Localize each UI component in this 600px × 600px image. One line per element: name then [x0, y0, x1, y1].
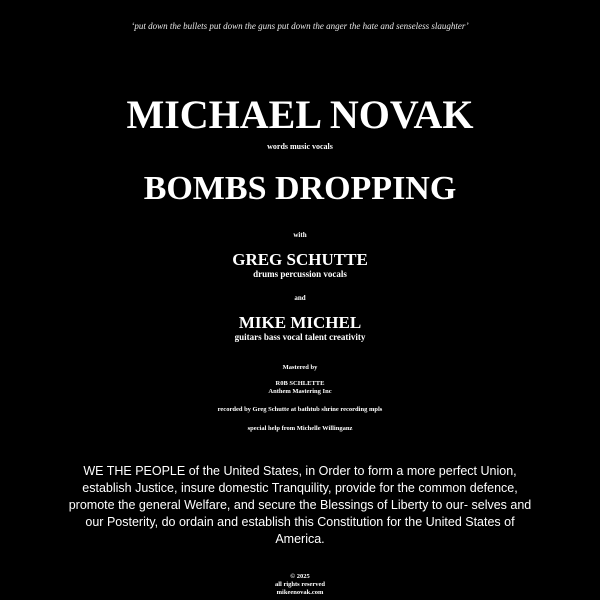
- copyright-notice: © 2025: [290, 573, 310, 580]
- mastering-engineer: R0B SCHLETTE: [275, 380, 325, 387]
- rights-notice: all rights reserved: [274, 581, 326, 588]
- member-name: MIKE MICHEL: [238, 313, 362, 332]
- artist-name: MICHAEL NOVAK: [126, 92, 474, 137]
- member-role: guitars bass vocal talent creativity: [234, 332, 366, 342]
- member-role: drums percussion vocals: [253, 269, 347, 279]
- mastered-by-label: Mastered by: [282, 364, 318, 371]
- member-name: GREG SCHUTTE: [232, 250, 368, 269]
- album-title: BOMBS DROPPING: [143, 170, 457, 207]
- recording-credit: recorded by Greg Schutte at bathtub shrine recording mpls: [217, 406, 383, 413]
- and-label: and: [294, 294, 306, 302]
- artist-role: words music vocals: [267, 142, 333, 151]
- constitution-preamble: WE THE PEOPLE of the United States, in Order to form a more perfect Union, establish Justice, insure domestic Tranquility, provide for the common defence, promote the general Welfare, and secure the Blessings of Liberty to our- selves and our Posterity, do ordain and establish this Constitution for the United States of America.: [68, 464, 532, 546]
- mastering-company: Anthem Mastering Inc: [268, 388, 332, 395]
- special-thanks: special help from Michelle Willinganz: [247, 425, 353, 432]
- with-label: with: [293, 231, 307, 239]
- website-link[interactable]: mikeenovak.com: [276, 589, 324, 596]
- epigraph-quote: ‘put down the bullets put down the guns put down the anger the hate and senseless slaughter’: [131, 21, 469, 31]
